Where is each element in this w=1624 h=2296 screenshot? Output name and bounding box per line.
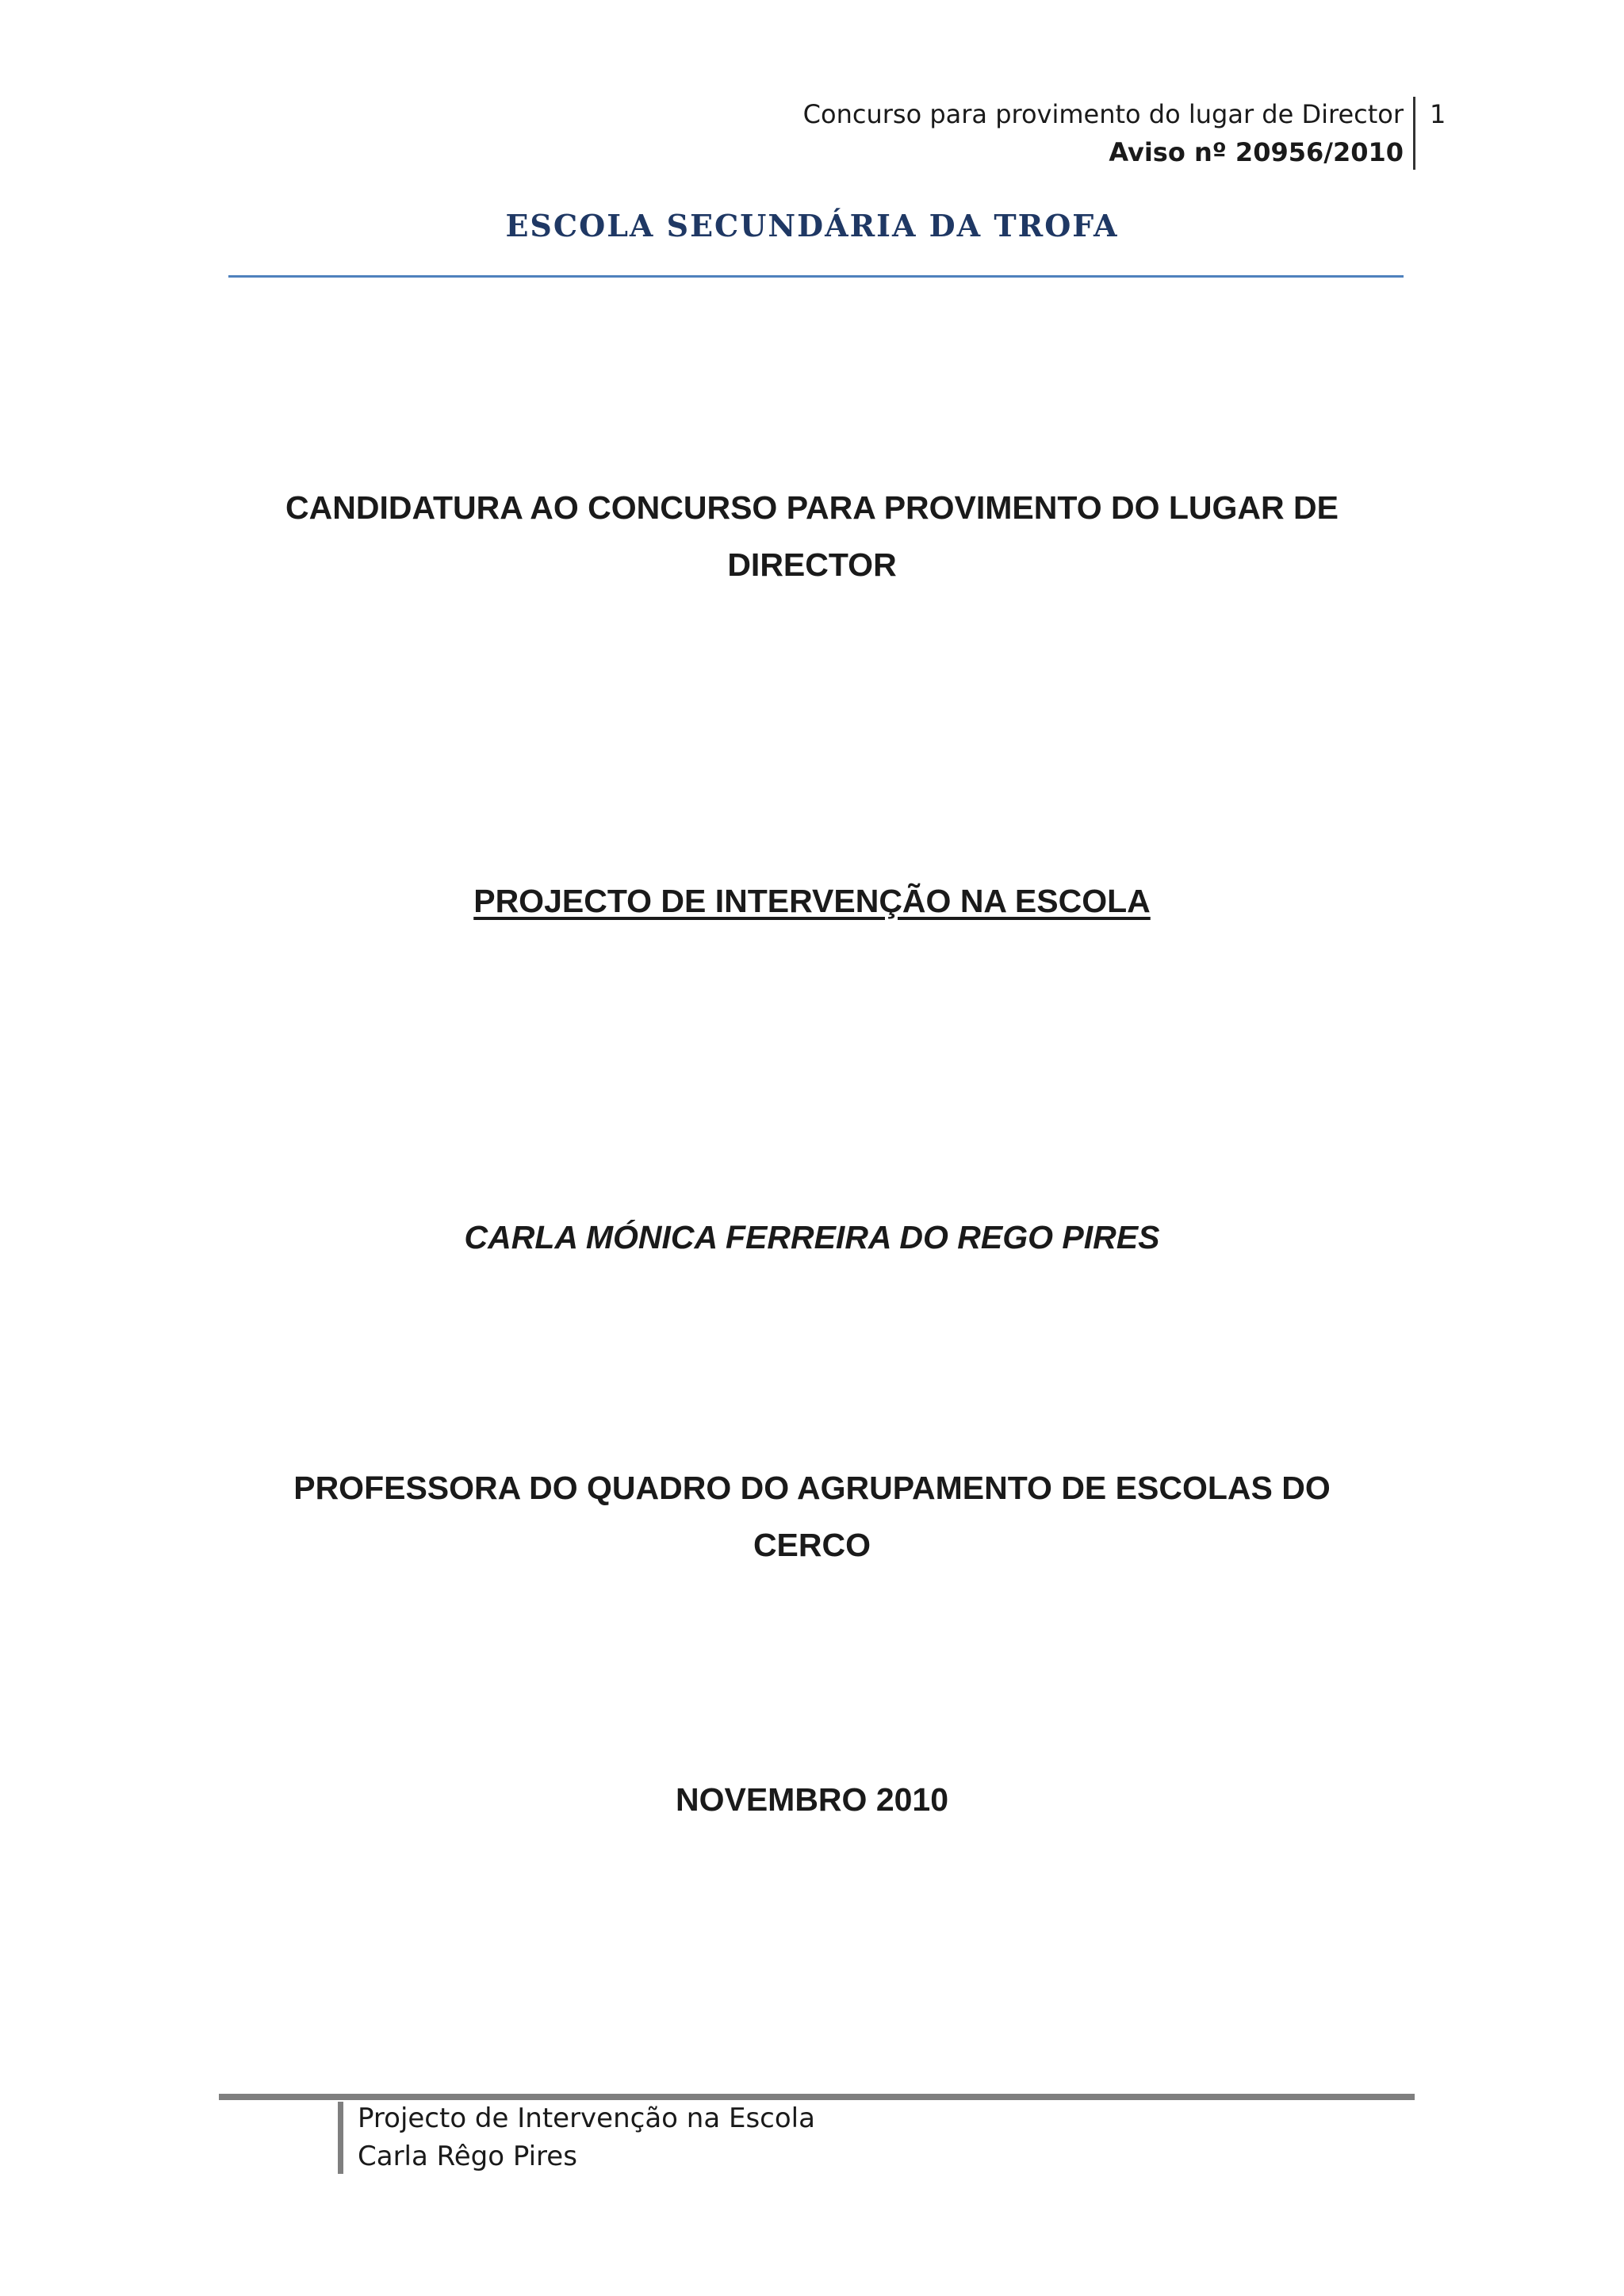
candidacy-title-line: DIRECTOR <box>727 546 897 583</box>
document-date-text: NOVEMBRO 2010 <box>675 1781 949 1818</box>
candidacy-title-line: CANDIDATURA AO CONCURSO PARA PROVIMENTO DO LUGAR DE <box>285 489 1339 526</box>
page-number: 1 <box>1430 99 1446 129</box>
notice-number: Aviso nº 20956/2010 <box>1109 137 1404 167</box>
school-name: ESCOLA SECUNDÁRIA DA TROFA <box>505 208 1119 243</box>
footer-project: Projecto de Intervenção na Escola <box>358 2102 815 2134</box>
footer-bar <box>338 2102 343 2174</box>
running-header <box>803 95 1404 171</box>
project-title <box>0 872 1624 930</box>
document-date <box>0 1771 1624 1828</box>
candidate-position <box>0 1459 1624 1573</box>
project-title-text: PROJECTO DE INTERVENÇÃO NA ESCOLA <box>473 883 1151 919</box>
running-footer <box>358 2099 815 2175</box>
candidate-name-text: CARLA MÓNICA FERREIRA DO REGO PIRES <box>464 1219 1160 1255</box>
candidate-name <box>0 1209 1624 1266</box>
contest-title: Concurso para provimento do lugar de Director <box>802 99 1404 129</box>
candidate-position-line: PROFESSORA DO QUADRO DO AGRUPAMENTO DE ESCOLAS DO <box>293 1470 1331 1506</box>
school-rule <box>228 275 1404 278</box>
candidate-position-line: CERCO <box>753 1527 871 1563</box>
header-divider <box>1413 97 1415 170</box>
footer-author: Carla Rêgo Pires <box>358 2141 577 2172</box>
candidacy-title <box>0 479 1624 593</box>
